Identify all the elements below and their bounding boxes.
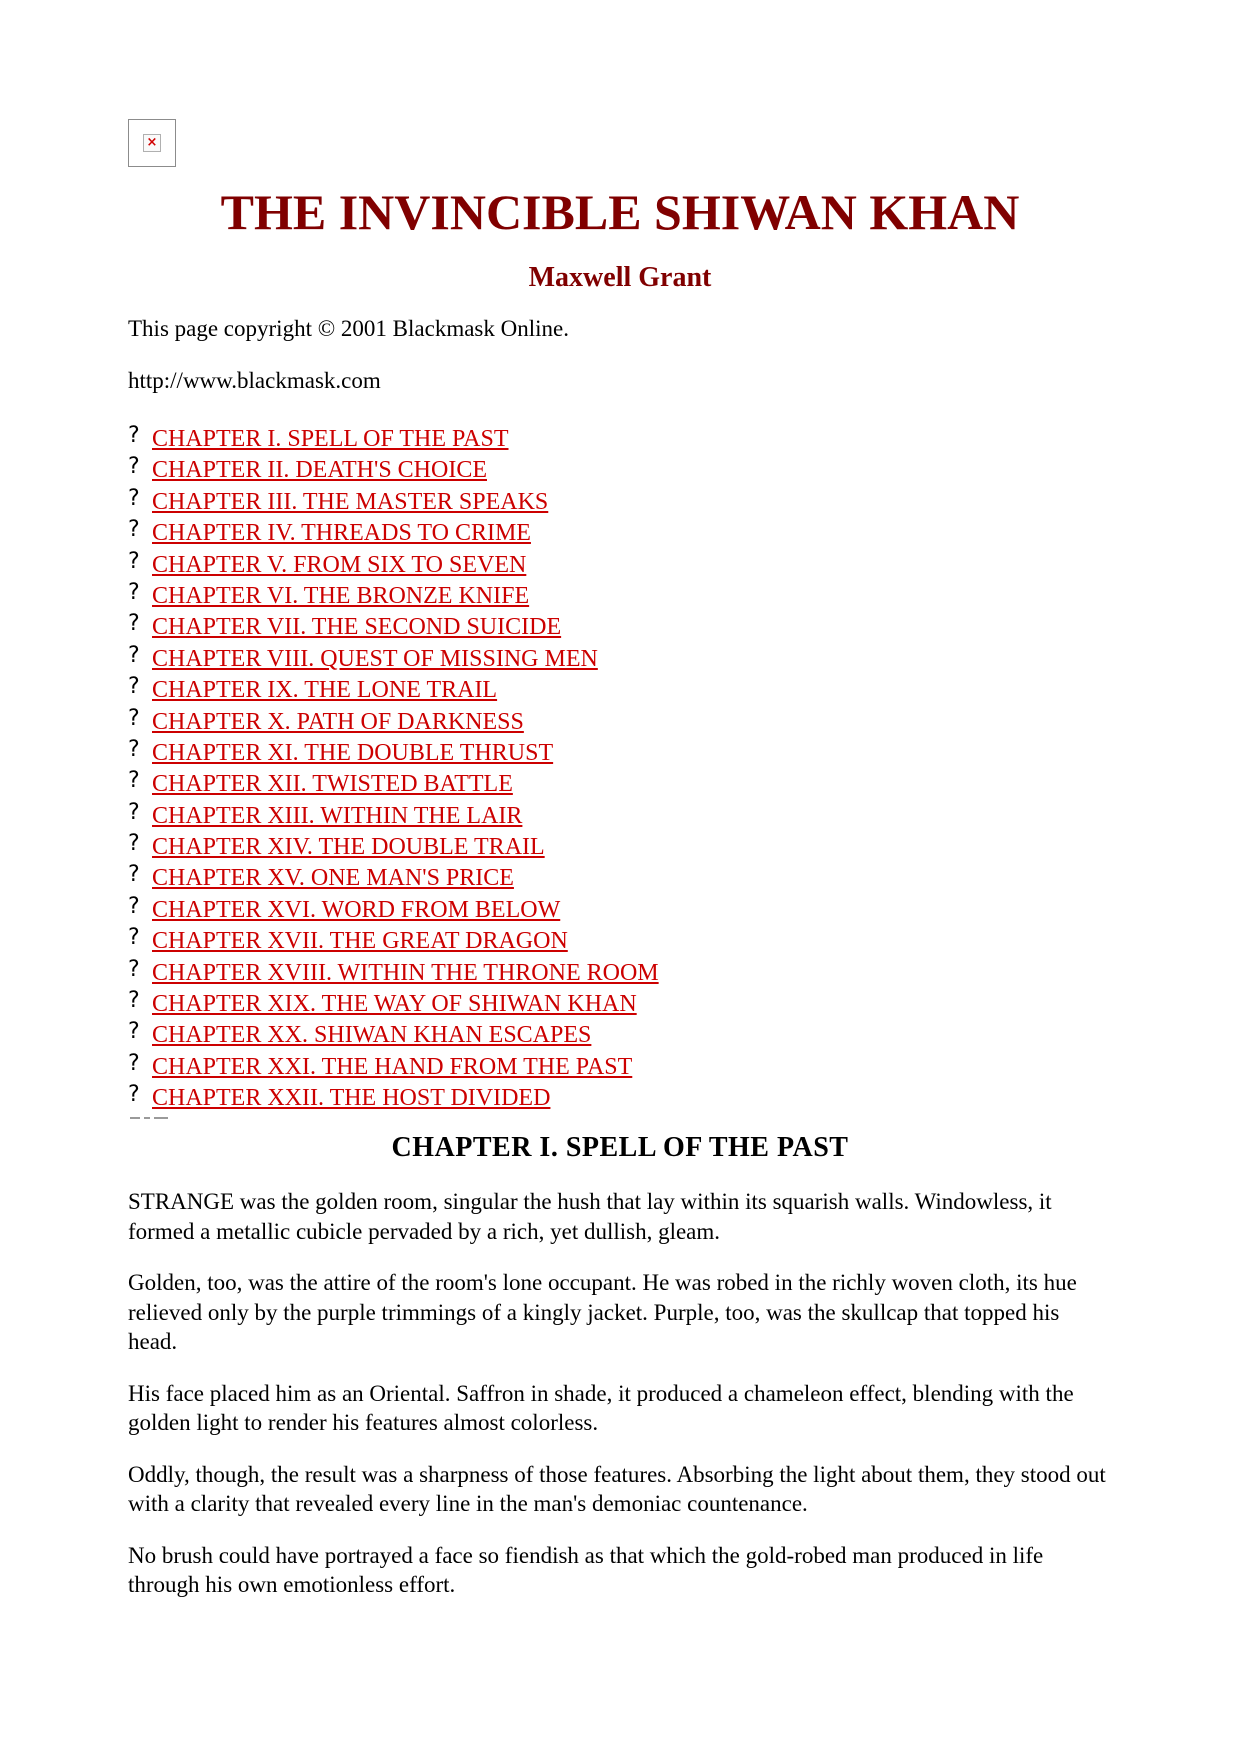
toc-chapter-link[interactable]: CHAPTER III. THE MASTER SPEAKS xyxy=(152,488,549,515)
toc-chapter-link[interactable]: CHAPTER II. DEATH'S CHOICE xyxy=(152,457,487,484)
toc-bullet: ? xyxy=(128,925,140,951)
toc-chapter-link[interactable]: CHAPTER VI. THE BRONZE KNIFE xyxy=(152,582,530,609)
toc-chapter-link[interactable]: CHAPTER X. PATH OF DARKNESS xyxy=(152,708,524,735)
toc-chapter-link[interactable]: CHAPTER VIII. QUEST OF MISSING MEN xyxy=(152,645,598,672)
toc-item xyxy=(128,1020,659,1051)
toc-bullet: ? xyxy=(128,579,140,605)
toc-item xyxy=(128,769,659,800)
toc-chapter-link[interactable]: CHAPTER XVI. WORD FROM BELOW xyxy=(152,896,561,923)
toc-chapter-link[interactable]: CHAPTER VII. THE SECOND SUICIDE xyxy=(152,614,562,641)
toc-chapter-link[interactable]: CHAPTER XXII. THE HOST DIVIDED xyxy=(152,1085,551,1112)
toc-bullet: ? xyxy=(128,454,140,480)
toc-item xyxy=(128,1083,659,1114)
toc-item xyxy=(128,424,659,455)
chapter-paragraph: His face placed him as an Oriental. Saffron in shade, it produced a chameleon effect, blending with the golden light to render his features almost colorless. xyxy=(128,1380,1074,1435)
toc-item xyxy=(128,863,659,894)
toc-item xyxy=(128,832,659,863)
stray-image-fragment xyxy=(128,1117,176,1122)
toc-chapter-link[interactable]: CHAPTER XX. SHIWAN KHAN ESCAPES xyxy=(152,1022,592,1049)
toc-bullet: ? xyxy=(128,862,140,888)
toc-chapter-link[interactable]: CHAPTER XV. ONE MAN'S PRICE xyxy=(152,865,514,892)
toc-bullet: ? xyxy=(128,768,140,794)
toc-item xyxy=(128,518,659,549)
toc-chapter-link[interactable]: CHAPTER XXI. THE HAND FROM THE PAST xyxy=(152,1053,633,1080)
copyright-notice: This page copyright © 2001 Blackmask Online. xyxy=(128,316,569,341)
chapter-paragraph: Oddly, though, the result was a sharpness of those features. Absorbing the light about them, they stood out with a clarity that revealed every line in the man's demoniac countenance. xyxy=(128,1461,1106,1516)
toc-item xyxy=(128,581,659,612)
toc-item xyxy=(128,487,659,518)
website-url: http://www.blackmask.com xyxy=(128,368,381,393)
toc-bullet: ? xyxy=(128,893,140,919)
toc-chapter-link[interactable]: CHAPTER XI. THE DOUBLE THRUST xyxy=(152,739,554,766)
table-of-contents xyxy=(128,424,659,1115)
chapter-heading: CHAPTER I. SPELL OF THE PAST xyxy=(391,1132,849,1163)
toc-bullet: ? xyxy=(128,611,140,637)
toc-bullet: ? xyxy=(128,705,140,731)
toc-item xyxy=(128,895,659,926)
toc-chapter-link[interactable]: CHAPTER I. SPELL OF THE PAST xyxy=(152,426,509,452)
toc-chapter-link[interactable]: CHAPTER XVIII. WITHIN THE THRONE ROOM xyxy=(152,959,659,986)
toc-item xyxy=(128,675,659,706)
toc-bullet: ? xyxy=(128,1050,140,1076)
toc-item xyxy=(128,801,659,832)
toc-chapter-link[interactable]: CHAPTER XIII. WITHIN THE LAIR xyxy=(152,802,523,829)
toc-chapter-link[interactable]: CHAPTER XIV. THE DOUBLE TRAIL xyxy=(152,834,545,861)
toc-item xyxy=(128,612,659,643)
toc-chapter-link[interactable]: CHAPTER IX. THE LONE TRAIL xyxy=(152,677,498,704)
toc-bullet: ? xyxy=(128,548,140,574)
toc-item xyxy=(128,455,659,486)
toc-item xyxy=(128,926,659,957)
toc-bullet: ? xyxy=(128,799,140,825)
toc-bullet: ? xyxy=(128,517,140,543)
toc-item xyxy=(128,644,659,675)
toc-bullet: ? xyxy=(128,831,140,857)
chapter-paragraph: No brush could have portrayed a face so fiendish as that which the gold-robed man produced in life through his own emotionless effort. xyxy=(128,1542,1044,1597)
toc-chapter-link[interactable]: CHAPTER V. FROM SIX TO SEVEN xyxy=(152,551,527,578)
toc-item xyxy=(128,738,659,769)
toc-chapter-link[interactable]: CHAPTER XVII. THE GREAT DRAGON xyxy=(152,928,568,955)
toc-bullet: ? xyxy=(128,423,140,448)
toc-bullet: ? xyxy=(128,642,140,668)
toc-bullet: ? xyxy=(128,988,140,1014)
toc-item xyxy=(128,550,659,581)
toc-bullet: ? xyxy=(128,736,140,762)
chapter-paragraph: Golden, too, was the attire of the room's lone occupant. He was robed in the richly woven cloth, its hue relieved only by the purple trimmings of a kingly jacket. Purple, too, was the skullcap that topped his head. xyxy=(128,1270,1077,1354)
broken-image-glyph: × xyxy=(143,134,161,152)
toc-chapter-link[interactable]: CHAPTER IV. THREADS TO CRIME xyxy=(152,520,531,547)
toc-item xyxy=(128,707,659,738)
toc-item xyxy=(128,1052,659,1083)
toc-chapter-link[interactable]: CHAPTER XIX. THE WAY OF SHIWAN KHAN xyxy=(152,991,637,1018)
broken-image-icon xyxy=(128,119,176,167)
chapter-paragraph: STRANGE was the golden room, singular the hush that lay within its squarish walls. Windowless, it formed a metallic cubicle pervaded by a rich, yet dullish, gleam. xyxy=(128,1189,1052,1244)
chapter-body xyxy=(128,1187,1112,1622)
toc-bullet: ? xyxy=(128,1019,140,1045)
toc-bullet: ? xyxy=(128,485,140,511)
toc-bullet: ? xyxy=(128,1082,140,1108)
toc-bullet: ? xyxy=(128,956,140,982)
toc-chapter-link[interactable]: CHAPTER XII. TWISTED BATTLE xyxy=(152,771,513,798)
book-title: THE INVINCIBLE SHIWAN KHAN xyxy=(220,184,1020,240)
toc-item xyxy=(128,989,659,1020)
book-author: Maxwell Grant xyxy=(528,262,712,293)
toc-bullet: ? xyxy=(128,674,140,700)
toc-item xyxy=(128,958,659,989)
